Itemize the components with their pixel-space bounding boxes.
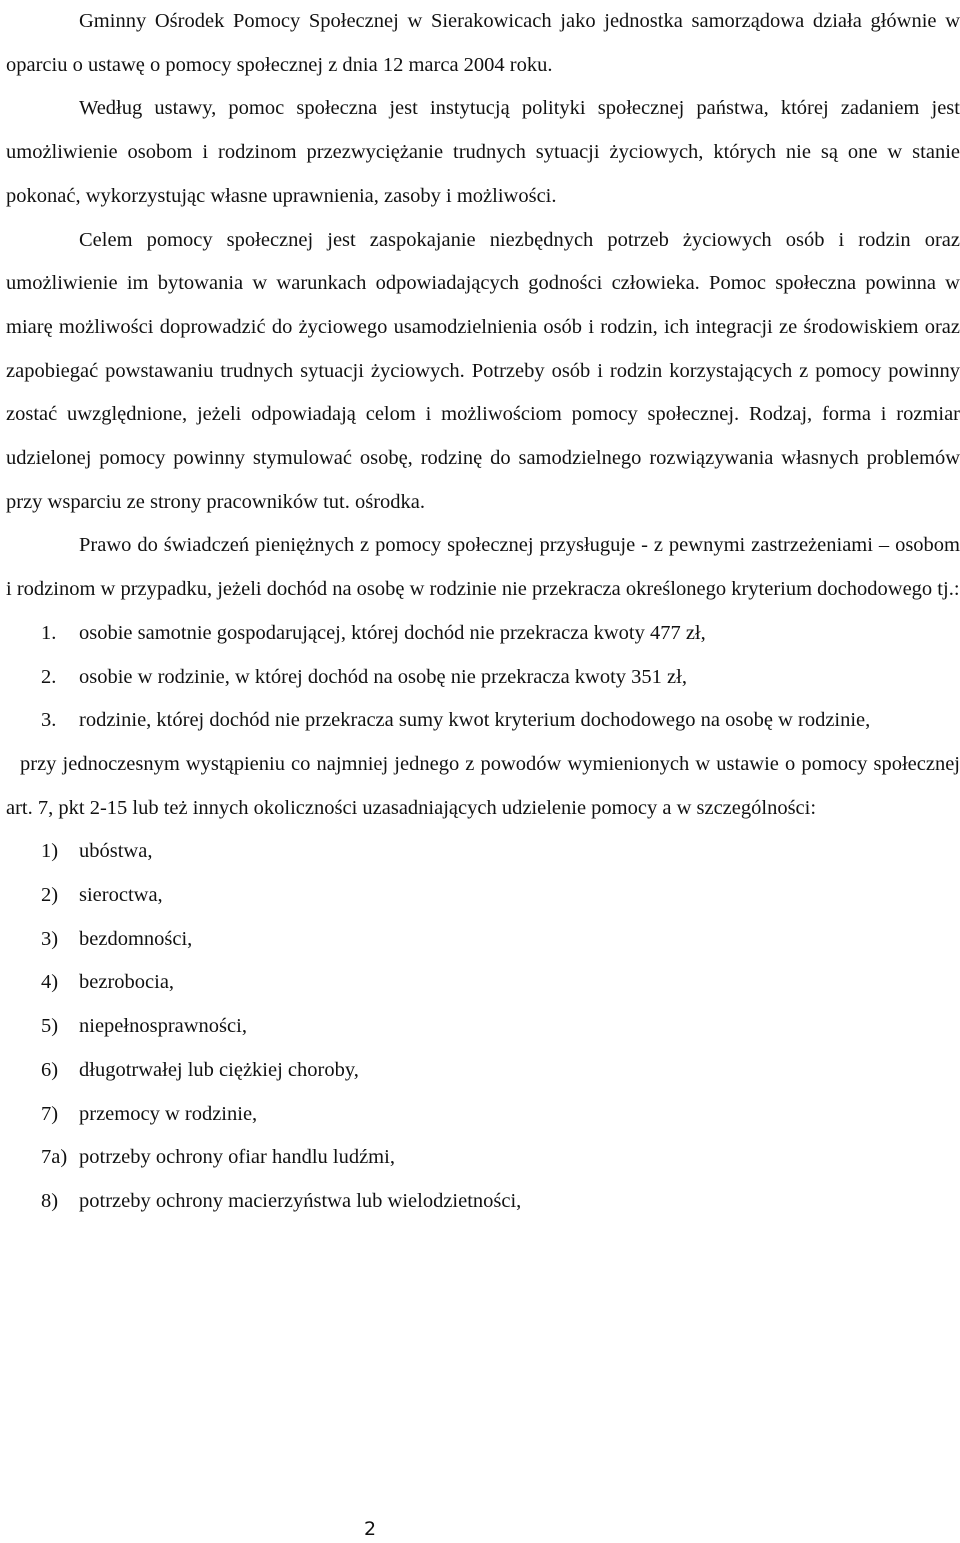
list-item — [6, 699, 960, 743]
list-item-text: ubóstwa, — [79, 840, 153, 863]
list-item-marker: 1) — [41, 840, 59, 863]
list-item-text: potrzeby ochrony macierzyństwa lub wielodzietności, — [79, 1189, 522, 1212]
paragraph-entitlement: Prawo do świadczeń pieniężnych z pomocy społecznej przysługuje - z pewnymi zastrzeżeniami – osobom i rodzinom w przypadku, jeżeli dochód na osobę w rodzinie nie przekracza określonego kryterium dochodowego tj.: — [6, 534, 960, 601]
list-item — [6, 918, 960, 962]
paragraph-intro: Gminny Ośrodek Pomocy Społecznej w Sierakowicach jako jednostka samorządowa działa głównie w oparciu o ustawę o pomocy społecznej z dnia 12 marca 2004 roku. — [6, 10, 960, 76]
list-item — [6, 1049, 960, 1093]
list-item-text: bezrobocia, — [79, 971, 175, 994]
list-item-marker: 7a) — [41, 1146, 68, 1169]
list-item-marker: 8) — [41, 1189, 59, 1212]
list-item-marker: 5) — [41, 1015, 59, 1038]
list-item-text: sieroctwa, — [79, 884, 163, 907]
reasons-list — [6, 830, 960, 1223]
list-item-marker: 4) — [41, 971, 59, 994]
list-item-marker: 2) — [41, 884, 59, 907]
document-page — [6, 0, 960, 1224]
list-item-text: długotrwałej lub ciężkiej choroby, — [79, 1058, 359, 1081]
list-item — [6, 961, 960, 1005]
list-item-marker: 3) — [41, 927, 59, 950]
list-item — [6, 612, 960, 656]
list-item-marker: 6) — [41, 1058, 59, 1081]
list-item-marker: 1. — [41, 621, 57, 644]
list-item-text: osobie samotnie gospodarującej, której dochód nie przekracza kwoty 477 zł, — [79, 621, 706, 644]
list-item — [6, 830, 960, 874]
list-item-text: osobie w rodzinie, w której dochód na osobę nie przekracza kwoty 351 zł, — [79, 665, 687, 688]
list-item-marker: 7) — [41, 1102, 59, 1125]
list-item — [6, 1005, 960, 1049]
list-item — [6, 1180, 960, 1224]
paragraph-conditions: przy jednoczesnym wystąpieniu co najmniej jednego z powodów wymienionych w ustawie o pomocy społecznej art. 7, pkt 2-15 lub też innych okoliczności uzasadniających udzielenie pomocy a w szczególności: — [6, 752, 960, 819]
list-item — [6, 1136, 960, 1180]
list-item — [6, 874, 960, 918]
list-item-marker: 2. — [41, 665, 57, 688]
list-item-text: niepełnosprawności, — [79, 1015, 247, 1038]
paragraph-definition: Według ustawy, pomoc społeczna jest instytucją polityki społecznej państwa, której zadaniem jest umożliwienie osobom i rodzinom przezwyciężanie trudnych sytuacji życiowych, których nie są one w stanie pokonać, wykorzystując własne uprawnienia, zasoby i możliwości. — [6, 97, 960, 207]
list-item — [6, 656, 960, 700]
paragraph-goal: Celem pomocy społecznej jest zaspokajanie niezbędnych potrzeb życiowych osób i rodzin oraz umożliwienie im bytowania w warunkach odpowiadających godności człowieka. Pomoc społeczna powinna w miarę możliwości doprowadzić do życiowego usamodzielnienia osób i rodzin, ich integracji ze środowiskiem oraz zapobiegać powstawaniu trudnych sytuacji życiowych. Potrzeby osób i rodzin korzystających z pomocy powinny zostać uwzględnione, jeżeli odpowiadają celom i możliwościom pomocy społecznej. Rodzaj, forma i rozmiar udzielonej pomocy powinny stymulować osobę, rodzinę do samodzielnego rozwiązywania własnych problemów przy wsparciu ze strony pracowników tut. ośrodka. — [6, 228, 960, 513]
list-item-marker: 3. — [41, 709, 57, 732]
list-item-text: przemocy w rodzinie, — [79, 1102, 258, 1125]
page-number: 2 — [363, 1518, 377, 1540]
list-item — [6, 1093, 960, 1137]
list-item-text: rodzinie, której dochód nie przekracza sumy kwot kryterium dochodowego na osobę w rodzinie, — [79, 709, 871, 732]
criteria-list — [6, 612, 960, 743]
list-item-text: bezdomności, — [79, 927, 193, 950]
list-item-text: potrzeby ochrony ofiar handlu ludźmi, — [79, 1146, 395, 1169]
